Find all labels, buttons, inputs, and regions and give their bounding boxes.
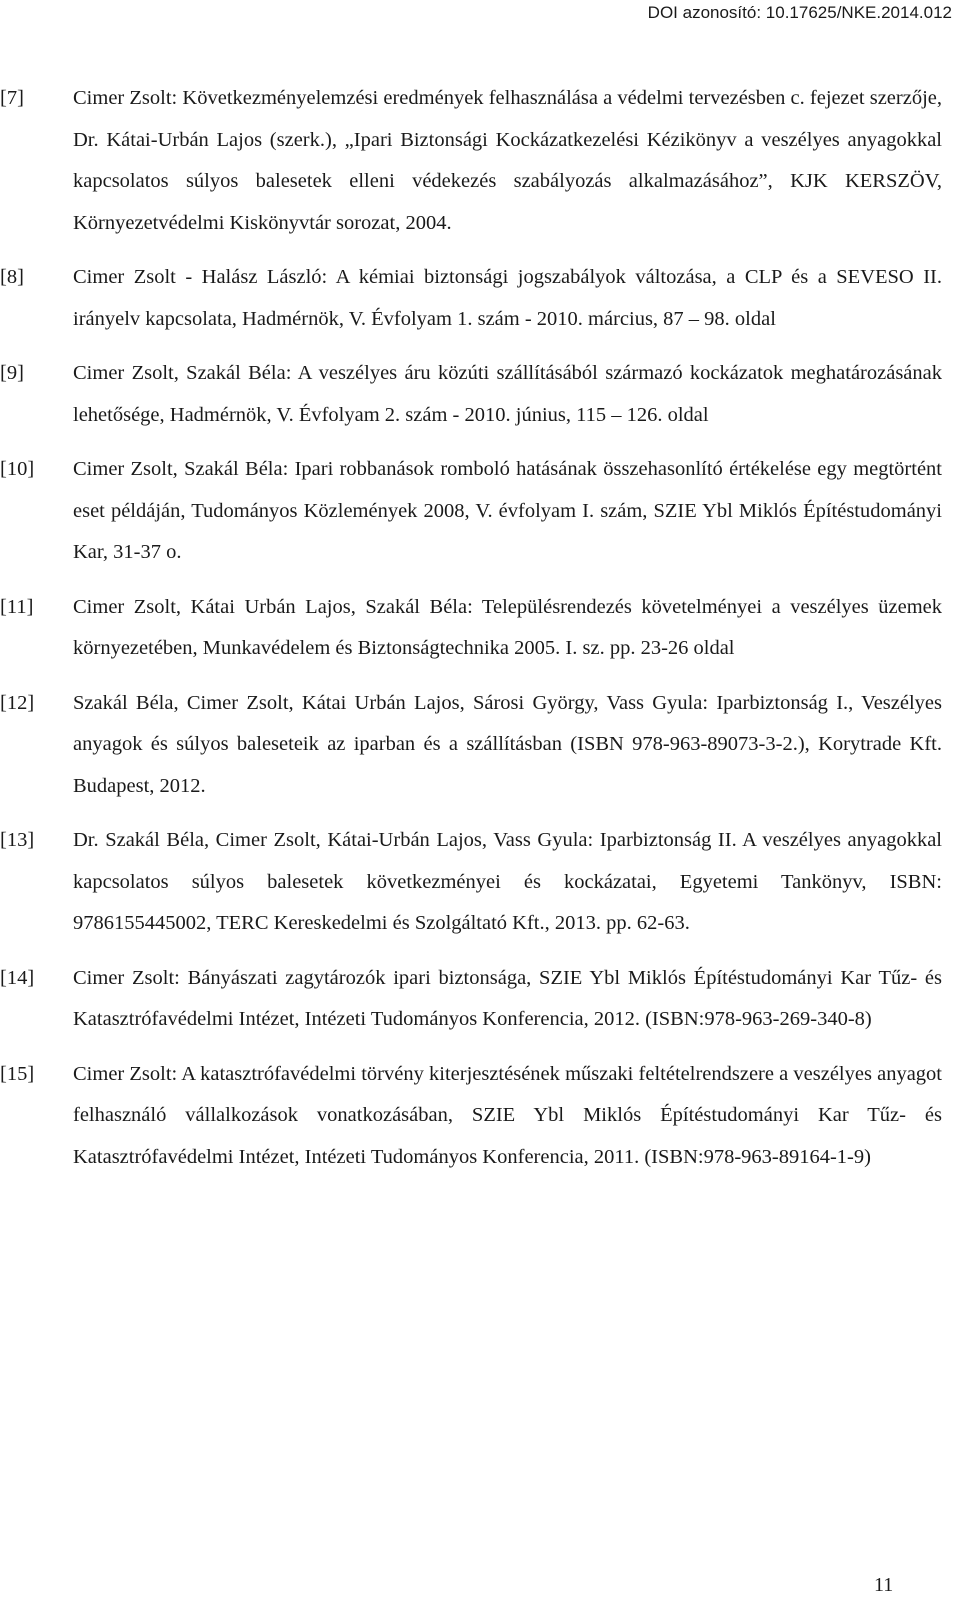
reference-text: Szakál Béla, Cimer Zsolt, Kátai Urbán Lajos, Sárosi György, Vass Gyula: Iparbiztonság I., Veszélyes anyagok és súlyos baleseteik az iparban és a szállításban (ISBN 978-963-89073-3-2.), Korytrade Kft. Budapest, 2012. — [73, 691, 942, 797]
reference-item — [0, 353, 942, 436]
reference-text: Cimer Zsolt: Következményelemzési eredmények felhasználása a védelmi tervezésben c. fejezet szerzője, Dr. Kátai-Urbán Lajos (szerk.), „Ipari Biztonsági Kockázatkezelési Kézikönyv a veszélyes anyagokkal kapcsolatos súlyos balesetek elleni védekezés szabályozás alkalmazásához”, KJK KERSZÖV, Környezetvédelmi Kiskönyvtár sorozat, 2004. — [73, 87, 942, 234]
reference-item — [0, 958, 942, 1041]
reference-text: Cimer Zsolt - Halász László: A kémiai biztonsági jogszabályok változása, a CLP és a SEVESO II. irányelv kapcsolata, Hadmérnök, V. Évfolyam 1. szám - 2010. március, 87 – 98. oldal — [73, 266, 942, 330]
reference-number: [8] — [0, 266, 24, 288]
reference-item — [0, 587, 942, 670]
reference-number: [15] — [0, 1062, 35, 1085]
reference-list — [0, 78, 942, 1191]
reference-text: Cimer Zsolt: Bányászati zagytározók ipari biztonsága, SZIE Ybl Miklós Építéstudományi Kar Tűz- és Katasztrófavédelmi Intézet, Intézeti Tudományos Konferencia, 2012. (ISBN:978-963-269-340-8) — [73, 966, 942, 1030]
reference-number: [12] — [0, 691, 35, 714]
reference-number: [11] — [0, 595, 34, 618]
reference-text: Cimer Zsolt, Szakál Béla: A veszélyes áru közúti szállításából származó kockázatok meghatározásának lehetősége, Hadmérnök, V. Évfolyam 2. szám - 2010. június, 115 – 126. oldal — [73, 362, 942, 426]
reference-item — [0, 820, 942, 945]
reference-number: [13] — [0, 829, 35, 851]
reference-item — [0, 449, 942, 574]
reference-number: [7] — [0, 87, 24, 109]
reference-item — [0, 683, 942, 808]
reference-text: Cimer Zsolt, Kátai Urbán Lajos, Szakál Béla: Településrendezés követelményei a veszélyes üzemek környezetében, Munkavédelem és Biztonságtechnika 2005. I. sz. pp. 23-26 oldal — [73, 595, 942, 659]
reference-text: Dr. Szakál Béla, Cimer Zsolt, Kátai-Urbán Lajos, Vass Gyula: Iparbiztonság II. A veszélyes anyagokkal kapcsolatos súlyos balesetek következményei és kockázatai, Egyetemi Tankönyv, ISBN: 9786155445002, TERC Kereskedelmi és Szolgáltató Kft., 2013. pp. 62-63. — [73, 829, 942, 934]
reference-text: Cimer Zsolt: A katasztrófavédelmi törvény kiterjesztésének műszaki feltételrendszere a veszélyes anyagot felhasználó vállalkozások vonatkozásában, SZIE Ybl Miklós Építéstudományi Kar Tűz- és Katasztrófavédelmi Intézet, Intézeti Tudományos Konferencia, 2011. (ISBN:978-963-89164-1-9) — [73, 1062, 942, 1168]
reference-item — [0, 1054, 942, 1179]
reference-item — [0, 78, 942, 244]
reference-number: [14] — [0, 966, 35, 989]
doi-header: DOI azonosító: 10.17625/NKE.2014.012 — [647, 3, 952, 22]
reference-item — [0, 257, 942, 340]
reference-text: Cimer Zsolt, Szakál Béla: Ipari robbanások romboló hatásának összehasonlító értékelése egy megtörtént eset példáján, Tudományos Közlemények 2008, V. évfolyam I. szám, SZIE Ybl Miklós Építéstudományi Kar, 31-37 o. — [73, 458, 942, 563]
reference-number: [10] — [0, 458, 35, 480]
reference-number: [9] — [0, 362, 24, 384]
page-number: 11 — [874, 1574, 894, 1596]
